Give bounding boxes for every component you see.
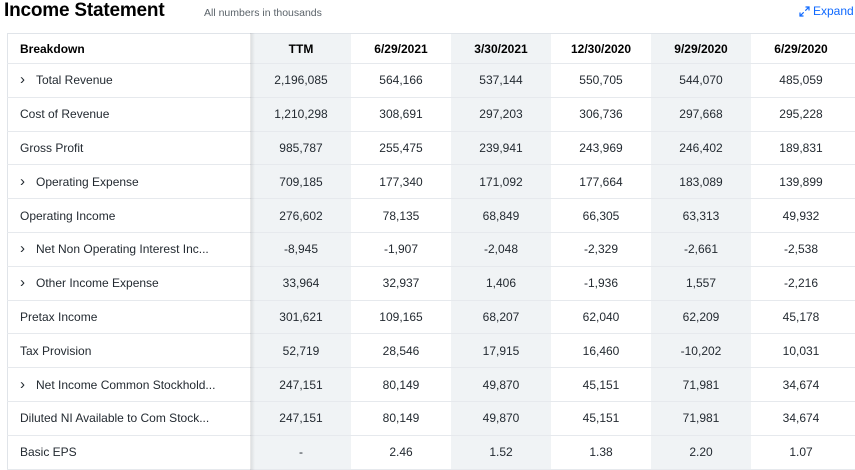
value-cell: 52,719	[251, 334, 351, 367]
value-cell: -8,945	[251, 233, 351, 266]
table-row[interactable]	[7, 267, 855, 301]
value-cell: -2,329	[583, 242, 619, 257]
value-cell: 63,313	[651, 199, 751, 232]
row-label: Basic EPS	[20, 445, 77, 460]
row-label-cell[interactable]	[7, 64, 251, 97]
row-label: Net Non Operating Interest Inc...	[36, 242, 209, 257]
row-label-cell	[7, 199, 251, 232]
row-label-cell[interactable]	[7, 267, 251, 300]
value-cell: 49,870	[451, 402, 551, 435]
value-cell: 80,149	[382, 411, 420, 426]
value-cell: 45,178	[782, 309, 820, 324]
value-cell: 109,165	[379, 309, 423, 324]
value-cell: -	[251, 436, 351, 469]
row-label: Cost of Revenue	[20, 107, 110, 122]
value-cell: 139,899	[779, 174, 823, 189]
value-cell: 2,196,085	[251, 64, 351, 97]
value-cell: 276,602	[251, 199, 351, 232]
diagonal-arrows-icon	[799, 6, 810, 17]
value-cell: 28,546	[382, 343, 420, 358]
value-cell: -1,907	[383, 242, 419, 257]
value-cell: 243,969	[579, 140, 623, 155]
table-row	[7, 402, 855, 436]
value-cell: 183,089	[651, 165, 751, 198]
units-note: All numbers in thousands	[204, 7, 322, 19]
value-cell: 255,475	[379, 140, 423, 155]
value-cell: 301,621	[251, 301, 351, 334]
table-row[interactable]	[7, 233, 855, 267]
income-statement-table	[7, 33, 855, 470]
value-cell: 10,031	[782, 343, 820, 358]
value-cell: 45,151	[582, 377, 620, 392]
chevron-right-icon[interactable]: ›	[20, 274, 25, 292]
value-cell: 34,674	[782, 411, 820, 426]
value-cell: 66,305	[582, 208, 620, 223]
table-row	[7, 98, 855, 132]
table-row	[7, 132, 855, 166]
value-cell: -2,538	[783, 242, 819, 257]
value-cell: 1,210,298	[251, 98, 351, 131]
table-row	[7, 334, 855, 368]
value-cell: 985,787	[251, 132, 351, 165]
column-header: 12/30/2020	[570, 41, 632, 56]
header	[0, 0, 855, 34]
value-cell: 62,209	[651, 301, 751, 334]
page-title: Income Statement	[4, 0, 165, 21]
value-cell: 308,691	[379, 107, 423, 122]
value-cell: 1,406	[451, 267, 551, 300]
value-cell: 537,144	[451, 64, 551, 97]
value-cell: 239,941	[451, 132, 551, 165]
value-cell: 33,964	[251, 267, 351, 300]
table-row[interactable]	[7, 64, 855, 98]
table-row	[7, 301, 855, 335]
value-cell: 544,070	[651, 64, 751, 97]
column-header: 9/29/2020	[651, 34, 751, 63]
table-header-row	[7, 34, 855, 64]
value-cell: 1.38	[589, 445, 613, 460]
value-cell: 177,664	[579, 174, 623, 189]
value-cell: 62,040	[582, 309, 620, 324]
value-cell: 68,207	[451, 301, 551, 334]
value-cell: 485,059	[779, 73, 823, 88]
value-cell: 34,674	[782, 377, 820, 392]
row-label-cell[interactable]	[7, 233, 251, 266]
value-cell: 2.46	[389, 445, 413, 460]
row-label-cell	[7, 98, 251, 131]
chevron-right-icon[interactable]: ›	[20, 375, 25, 393]
table-row	[7, 436, 855, 470]
table-row[interactable]	[7, 368, 855, 402]
value-cell: 295,228	[779, 107, 823, 122]
row-label: Pretax Income	[20, 309, 98, 324]
column-header-breakdown: Breakdown	[7, 34, 251, 63]
row-label: Gross Profit	[20, 140, 84, 155]
column-header: 6/29/2021	[374, 41, 428, 56]
chevron-right-icon[interactable]: ›	[20, 71, 25, 89]
value-cell: 709,185	[251, 165, 351, 198]
value-cell: 78,135	[382, 208, 420, 223]
value-cell: 71,981	[651, 368, 751, 401]
row-label-cell	[7, 132, 251, 165]
value-cell: 49,870	[451, 368, 551, 401]
row-label-cell	[7, 301, 251, 334]
value-cell: 80,149	[382, 377, 420, 392]
row-label: Other Income Expense	[36, 276, 159, 291]
value-cell: 297,668	[651, 98, 751, 131]
value-cell: 550,705	[579, 73, 623, 88]
value-cell: 246,402	[651, 132, 751, 165]
table-row[interactable]	[7, 165, 855, 199]
value-cell: 247,151	[251, 402, 351, 435]
expand-button[interactable]	[799, 4, 854, 18]
expand-label: Expand	[813, 4, 854, 18]
column-header: 3/30/2021	[451, 34, 551, 63]
value-cell: 68,849	[451, 199, 551, 232]
column-header: TTM	[251, 34, 351, 63]
row-label: Tax Provision	[20, 343, 92, 358]
value-cell: 1.07	[789, 445, 813, 460]
value-cell: 564,166	[379, 73, 423, 88]
value-cell: 2.20	[651, 436, 751, 469]
row-label: Diluted NI Available to Com Stock...	[20, 411, 210, 426]
column-header: 6/29/2020	[774, 41, 828, 56]
row-label-cell	[7, 402, 251, 435]
chevron-right-icon[interactable]: ›	[20, 172, 25, 190]
value-cell: 177,340	[379, 174, 423, 189]
row-label: Net Income Common Stockhold...	[36, 377, 216, 392]
row-label: Operating Expense	[36, 174, 139, 189]
value-cell: 189,831	[779, 140, 823, 155]
value-cell: 16,460	[582, 343, 620, 358]
value-cell: -2,216	[783, 276, 819, 291]
value-cell: -2,661	[651, 233, 751, 266]
value-cell: -2,048	[451, 233, 551, 266]
row-label: Operating Income	[20, 208, 116, 223]
row-label-cell	[7, 436, 251, 469]
chevron-right-icon[interactable]: ›	[20, 240, 25, 258]
row-label-cell[interactable]	[7, 368, 251, 401]
value-cell: 297,203	[451, 98, 551, 131]
value-cell: 45,151	[582, 411, 620, 426]
row-label-cell[interactable]	[7, 165, 251, 198]
value-cell: 17,915	[451, 334, 551, 367]
value-cell: 32,937	[382, 276, 420, 291]
value-cell: 306,736	[579, 107, 623, 122]
value-cell: 247,151	[251, 368, 351, 401]
value-cell: 71,981	[651, 402, 751, 435]
value-cell: 1,557	[651, 267, 751, 300]
value-cell: -1,936	[583, 276, 619, 291]
table-row	[7, 199, 855, 233]
value-cell: 49,932	[782, 208, 820, 223]
value-cell: -10,202	[651, 334, 751, 367]
row-label-cell	[7, 334, 251, 367]
row-label: Total Revenue	[36, 73, 113, 88]
value-cell: 1.52	[451, 436, 551, 469]
value-cell: 171,092	[451, 165, 551, 198]
